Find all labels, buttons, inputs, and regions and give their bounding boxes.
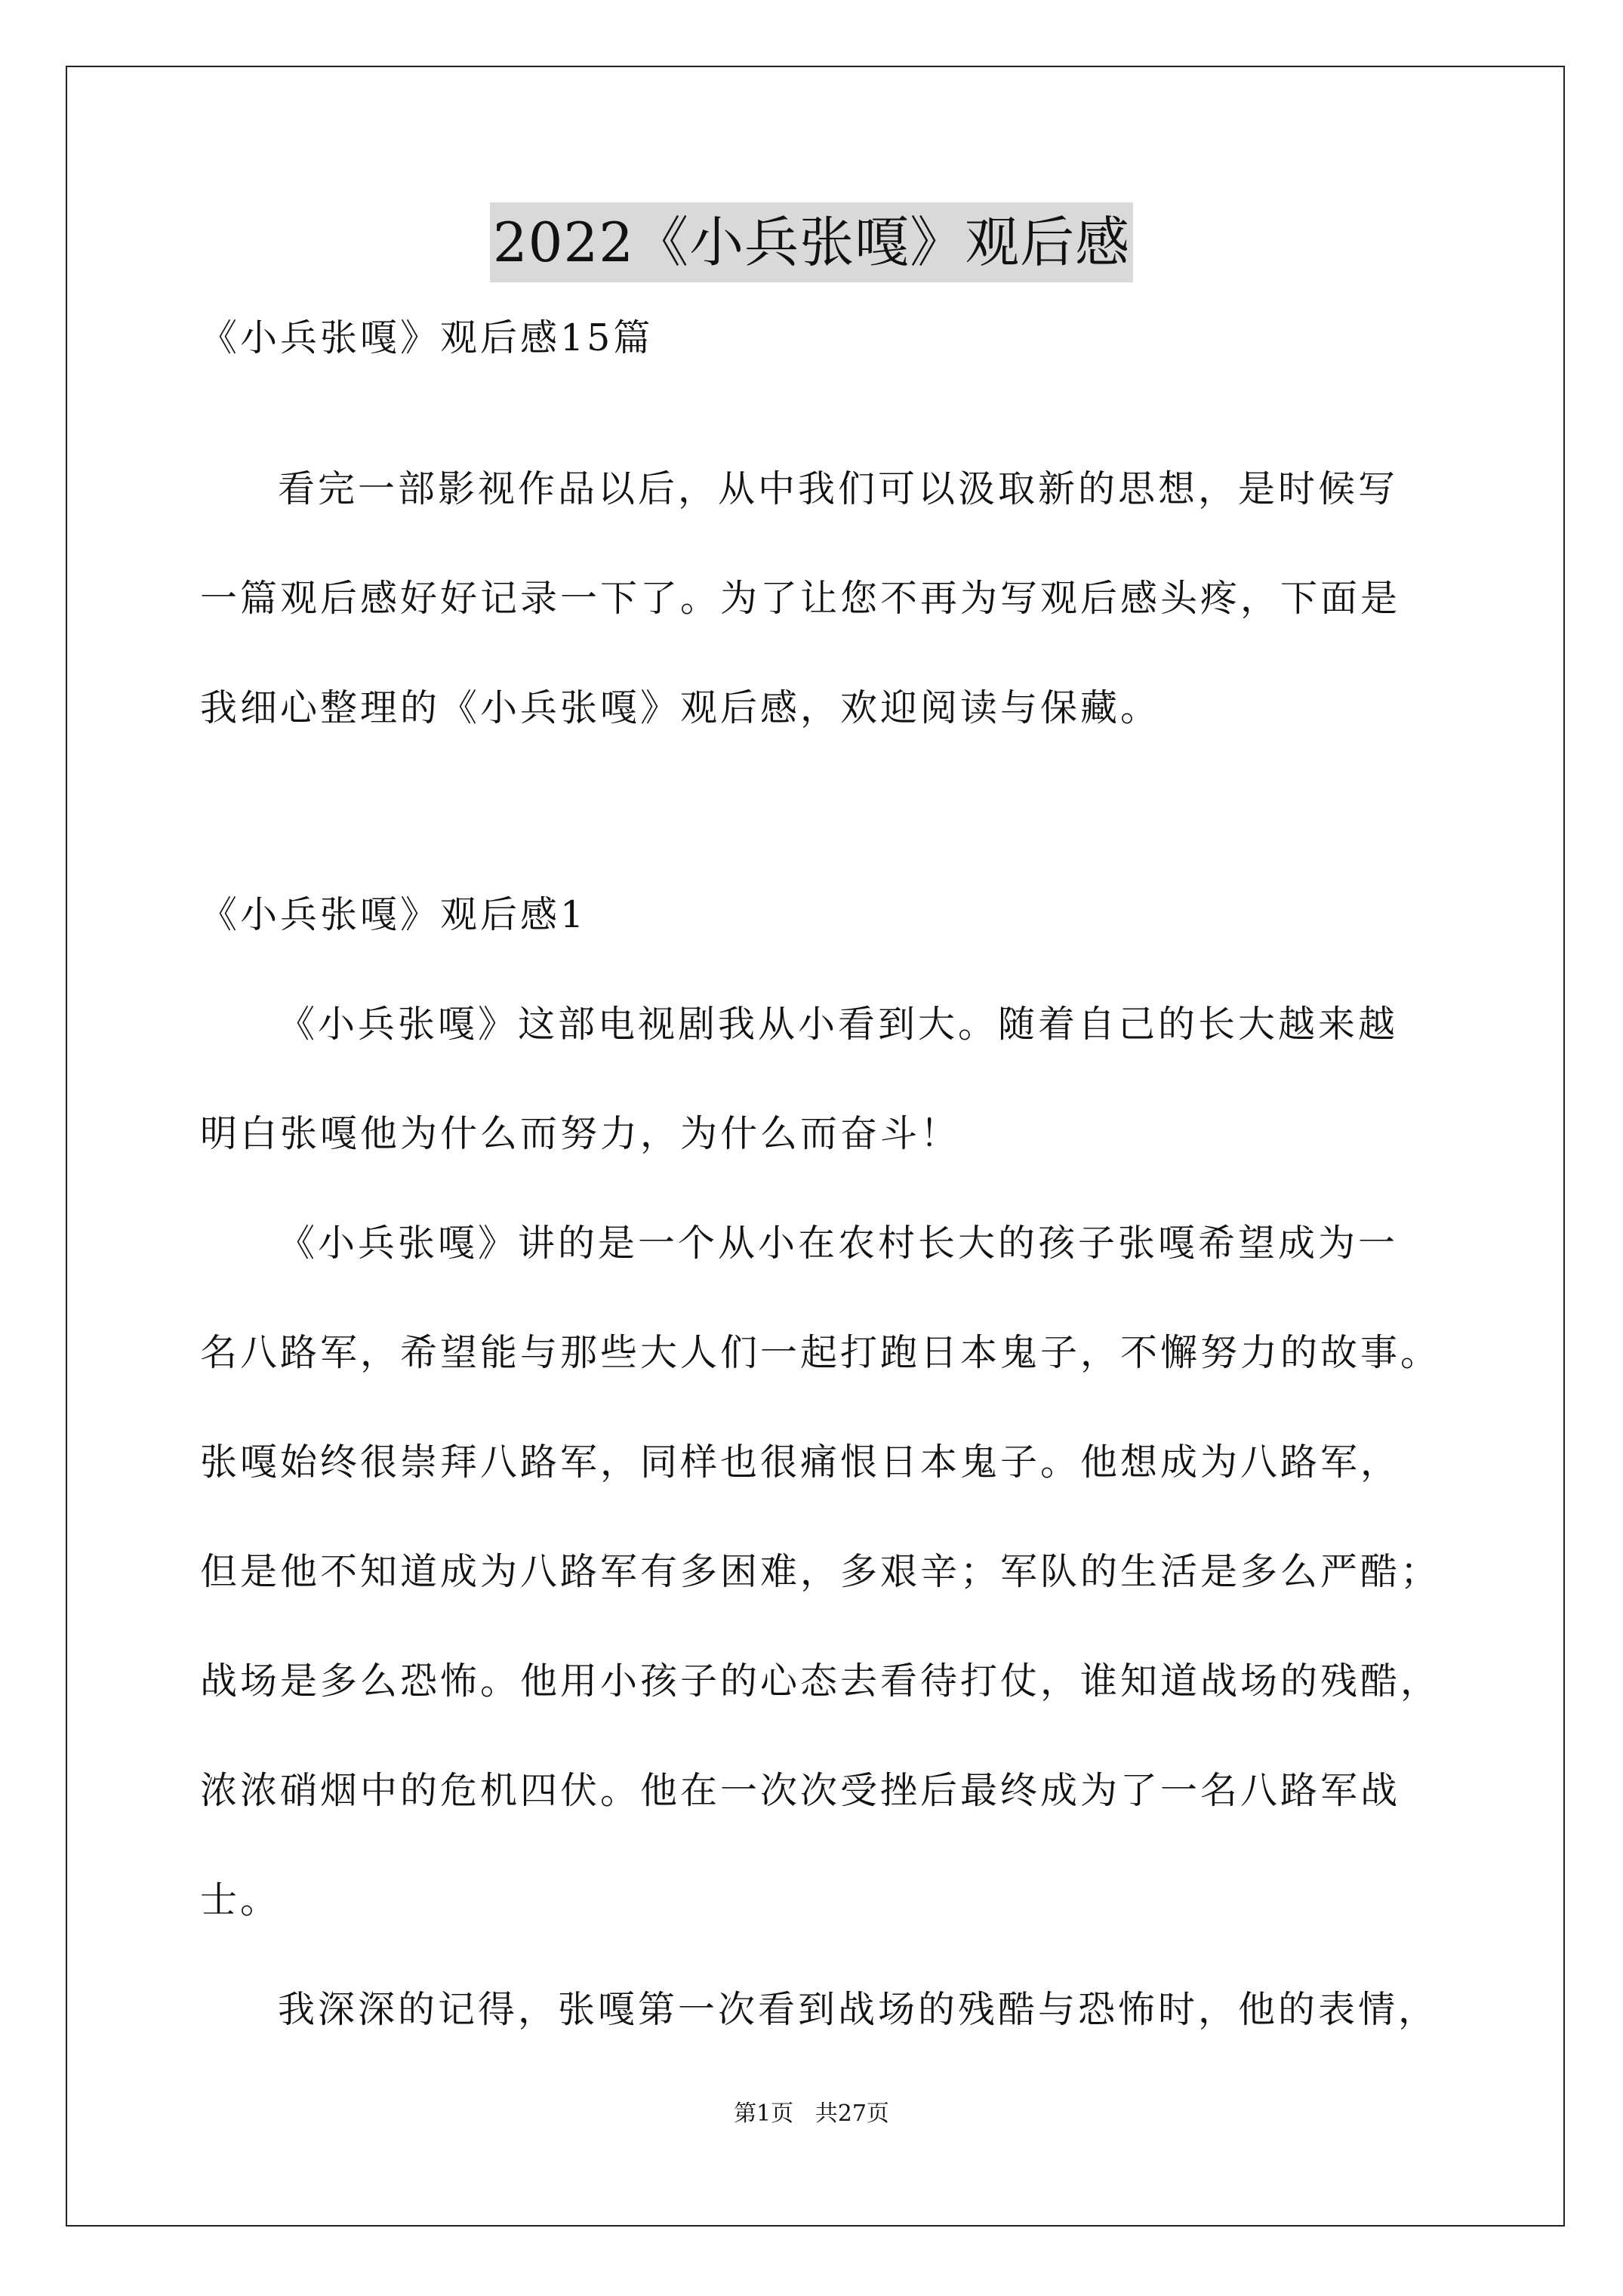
document-title[interactable]: 2022《小兵张嘎》观后感 xyxy=(490,202,1133,282)
body-line: 但是他不知道成为八路军有多困难，多艰辛；军队的生活是多么严酷； xyxy=(200,1550,1441,1593)
section-heading: 《小兵张嘎》观后感1 xyxy=(200,893,587,936)
body-line: 士。 xyxy=(200,1878,281,1922)
page-number-footer: 第1页 共27页 xyxy=(734,2100,889,2127)
intro-line: 我细心整理的《小兵张嘎》观后感，欢迎阅读与保藏。 xyxy=(200,686,1161,729)
body-line: 浓浓硝烟中的危机四伏。他在一次次受挫后最终成为了一名八路军战 xyxy=(200,1769,1401,1812)
body-line: 名八路军，希望能与那些大人们一起打跑日本鬼子，不懈努力的故事。 xyxy=(200,1331,1441,1374)
subtitle: 《小兵张嘎》观后感15篇 xyxy=(200,316,654,359)
body-line: 《小兵张嘎》这部电视剧我从小看到大。随着自己的长大越来越 xyxy=(278,1003,1399,1046)
body-line: 战场是多么恐怖。他用小孩子的心态去看待打仗，谁知道战场的残酷， xyxy=(200,1660,1441,1703)
title-container xyxy=(0,202,1623,282)
intro-line: 一篇观后感好好记录一下了。为了让您不再为写观后感头疼，下面是 xyxy=(200,577,1401,620)
intro-line: 看完一部影视作品以后，从中我们可以汲取新的思想，是时候写 xyxy=(278,467,1399,510)
body-line: 张嘎始终很崇拜八路军，同样也很痛恨日本鬼子。他想成为八路军， xyxy=(200,1441,1401,1484)
body-line: 我深深的记得，张嘎第一次看到战场的残酷与恐怖时，他的表情， xyxy=(278,1988,1439,2031)
body-line: 《小兵张嘎》讲的是一个从小在农村长大的孩子张嘎希望成为一 xyxy=(278,1222,1399,1265)
body-line: 明白张嘎他为什么而努力，为什么而奋斗！ xyxy=(200,1112,961,1155)
